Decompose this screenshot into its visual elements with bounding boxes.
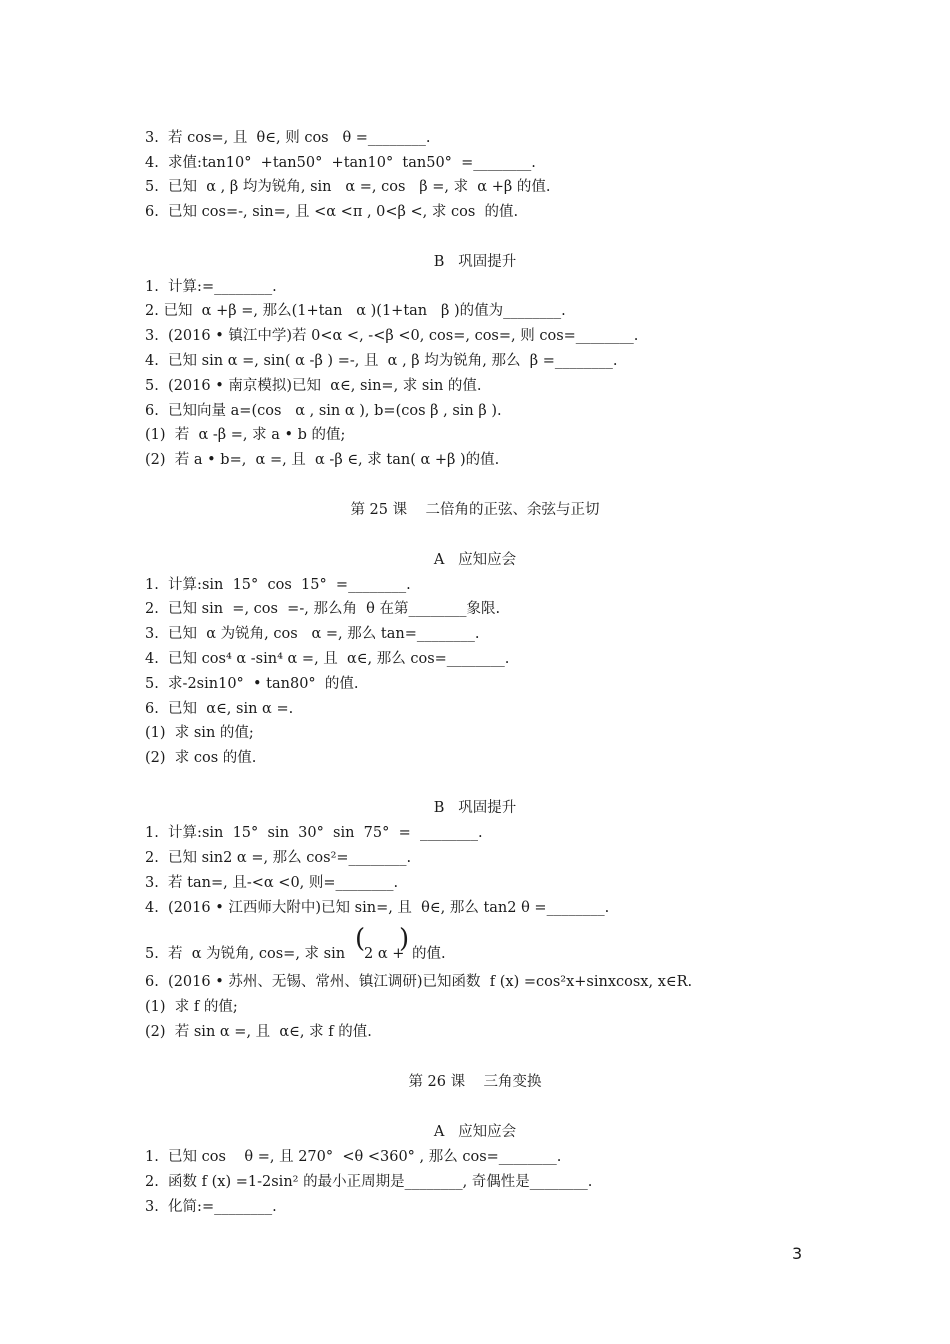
exercise-line: (2) 求 cos 的值. (145, 750, 257, 766)
exercise-line: 5. 已知 α , β 均为锐角, sin α =, cos β =, 求 α +β 的值. (145, 179, 551, 195)
exercise-line: 3. 若 tan=, 且-<α <0, 则=________. (145, 875, 399, 891)
exercise-line: 1. 计算:sin 15° sin 30° sin 75° = ________. (145, 825, 483, 841)
exercise-line: 6. 已知向量 a=(cos α , sin α ), b=(cos β , sin β ). (145, 403, 502, 419)
exercise-line: 3. 若 cos=, 且 θ∈, 则 cos θ =________. (145, 130, 431, 146)
paren-open: ( (355, 924, 366, 954)
paren-close: ) (399, 924, 410, 954)
exercise-line: 3. (2016 • 镇江中学)若 0<α <, -<β <0, cos=, cos=, 则 cos=________. (145, 328, 639, 344)
exercise-line: 3. 化简:=________. (145, 1199, 277, 1215)
expression-tail: 的值. (412, 946, 446, 962)
exercise-line: 1. 已知 cos θ =, 且 270° <θ <360° , 那么 cos=________. (145, 1149, 562, 1165)
page-number: 3 (792, 1244, 803, 1263)
exercise-line: (2) 若 sin α =, 且 α∈, 求 f 的值. (145, 1024, 372, 1040)
section-heading: A 应知应会 (433, 552, 517, 568)
section-heading: A 应知应会 (433, 1124, 517, 1140)
exercise-line: (1) 若 α -β =, 求 a • b 的值; (145, 427, 346, 443)
exercise-line: 1. 计算:sin 15° cos 15° =________. (145, 577, 411, 593)
exercise-line: 6. (2016 • 苏州、无锡、常州、镇江调研)已知函数 f (x) =cos²x+sinxcosx, x∈R. (145, 974, 693, 990)
exercise-line: 5. 若 α 为锐角, cos=, 求 sin (145, 946, 346, 962)
exercise-line: 2. 已知 sin2 α =, 那么 cos²=________. (145, 850, 412, 866)
exercise-line: (2) 若 a • b=, α =, 且 α -β ∈, 求 tan( α +β )的值. (145, 452, 500, 468)
exercise-line: 6. 已知 cos=-, sin=, 且 <α <π , 0<β <, 求 cos 的值. (145, 204, 519, 220)
exercise-line: 2. 已知 sin =, cos =-, 那么角 θ 在第________象限. (145, 601, 501, 617)
exercise-line: 6. 已知 α∈, sin α =. (145, 701, 294, 717)
exercise-line: 4. 已知 cos⁴ α -sin⁴ α =, 且 α∈, 那么 cos=________. (145, 651, 510, 667)
exercise-line: 1. 计算:=________. (145, 279, 277, 295)
section-heading: B 巩固提升 (433, 800, 517, 816)
exercise-line: 2. 函数 f (x) =1-2sin² 的最小正周期是________, 奇偶性是________. (145, 1174, 593, 1190)
exercise-line: 4. (2016 • 江西师大附中)已知 sin=, 且 θ∈, 那么 tan2 θ =________. (145, 900, 610, 916)
expression-fragment: 2 α + (364, 946, 405, 962)
lesson-title: 第 26 课 三角变换 (408, 1074, 542, 1090)
section-heading: B 巩固提升 (433, 254, 517, 270)
lesson-title: 第 25 课 二倍角的正弦、余弦与正切 (350, 502, 600, 518)
exercise-line: 5. 求-2sin10° • tan80° 的值. (145, 676, 359, 692)
exercise-line: 4. 求值:tan10° +tan50° +tan10° tan50° =________. (145, 155, 536, 171)
exercise-line: (1) 求 f 的值; (145, 999, 238, 1015)
exercise-line: 2. 已知 α +β =, 那么(1+tan α )(1+tan β )的值为________. (145, 303, 566, 319)
exercise-line: (1) 求 sin 的值; (145, 725, 254, 741)
exercise-line: 5. (2016 • 南京模拟)已知 α∈, sin=, 求 sin 的值. (145, 378, 482, 394)
exercise-line: 4. 已知 sin α =, sin( α -β ) =-, 且 α , β 均为锐角, 那么 β =________. (145, 353, 618, 369)
exercise-line: 3. 已知 α 为锐角, cos α =, 那么 tan=________. (145, 626, 480, 642)
